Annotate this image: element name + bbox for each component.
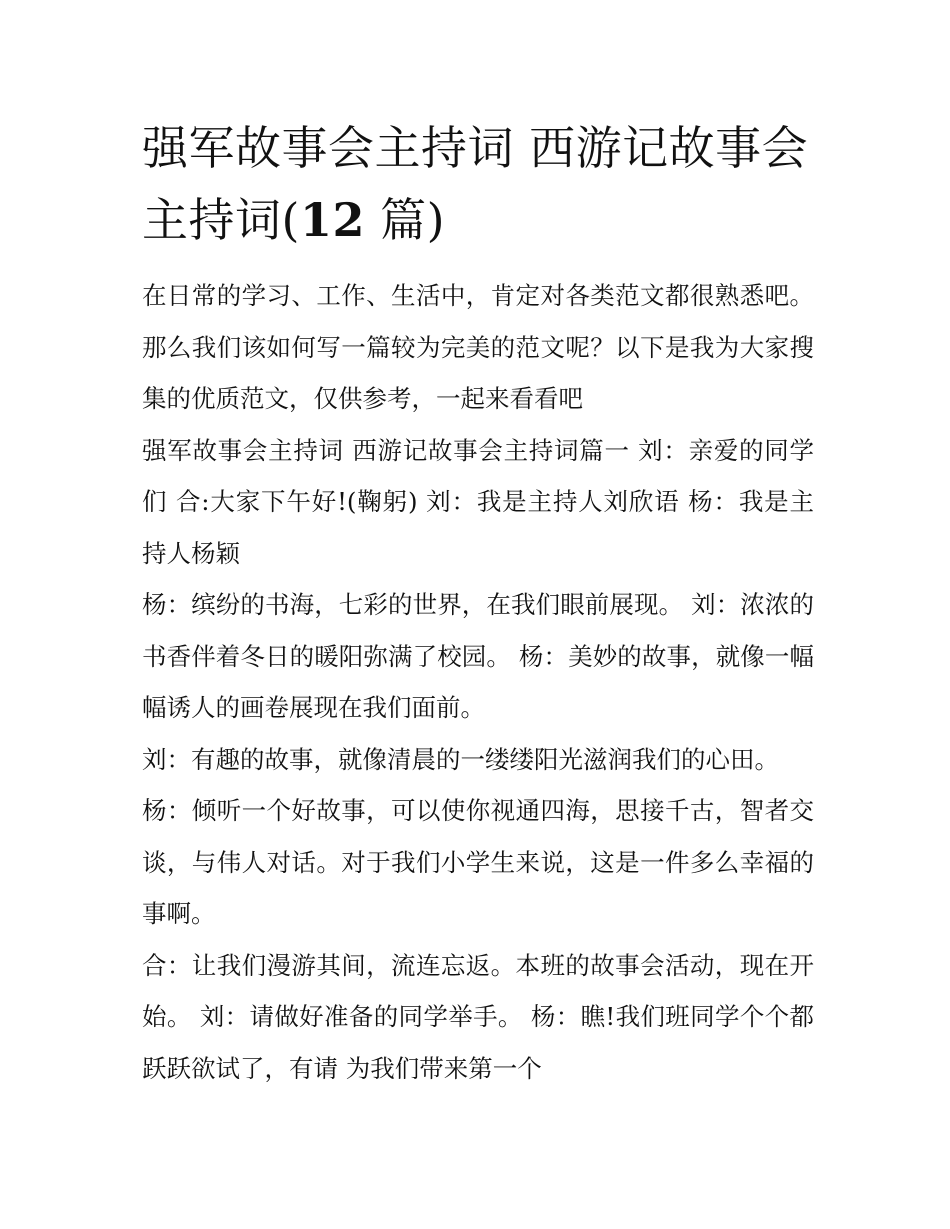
opening-paragraph: 强军故事会主持词 西游记故事会主持词篇一 刘：亲爱的同学们 合:大家下午好!(鞠躬) 刘：我是主持人刘欣语 杨：我是主持人杨颖 [142, 435, 814, 568]
dialogue-paragraph: 刘：有趣的故事，就像清晨的一缕缕阳光滋润我们的心田。 [142, 744, 779, 774]
dialogue-paragraph: 杨：缤纷的书海，七彩的世界，在我们眼前展现。 刘：浓浓的书香伴着冬日的暖阳弥满了校园。 杨：美妙的故事，就像一幅幅诱人的画卷展现在我们面前。 [142, 590, 814, 722]
dialogue-paragraph: 合：让我们漫游其间，流连忘返。本班的故事会活动，现在开始。 刘：请做好准备的同学举手。 杨：瞧!我们班同学个个都跃跃欲试了，有请 为我们带来第一个 [142, 950, 814, 1083]
title-suffix: 篇) [364, 193, 446, 247]
intro-paragraph: 在日常的学习、工作、生活中，肯定对各类范文都很熟悉吧。那么我们该如何写一篇较为完美的范文呢？以下是我为大家搜集的优质范文，仅供参考，一起来看看吧 [142, 281, 814, 413]
title-text: 强军故事会主持词 西游记故事会主持词( [142, 121, 809, 247]
document-title [142, 112, 814, 256]
dialogue-paragraph: 杨：倾听一个好故事，可以使你视通四海，思接千古，智者交谈，与伟人对话。对于我们小学生来说，这是一件多么幸福的事啊。 [142, 796, 814, 928]
document-body [142, 112, 814, 1094]
title-count: 12 [299, 193, 365, 247]
